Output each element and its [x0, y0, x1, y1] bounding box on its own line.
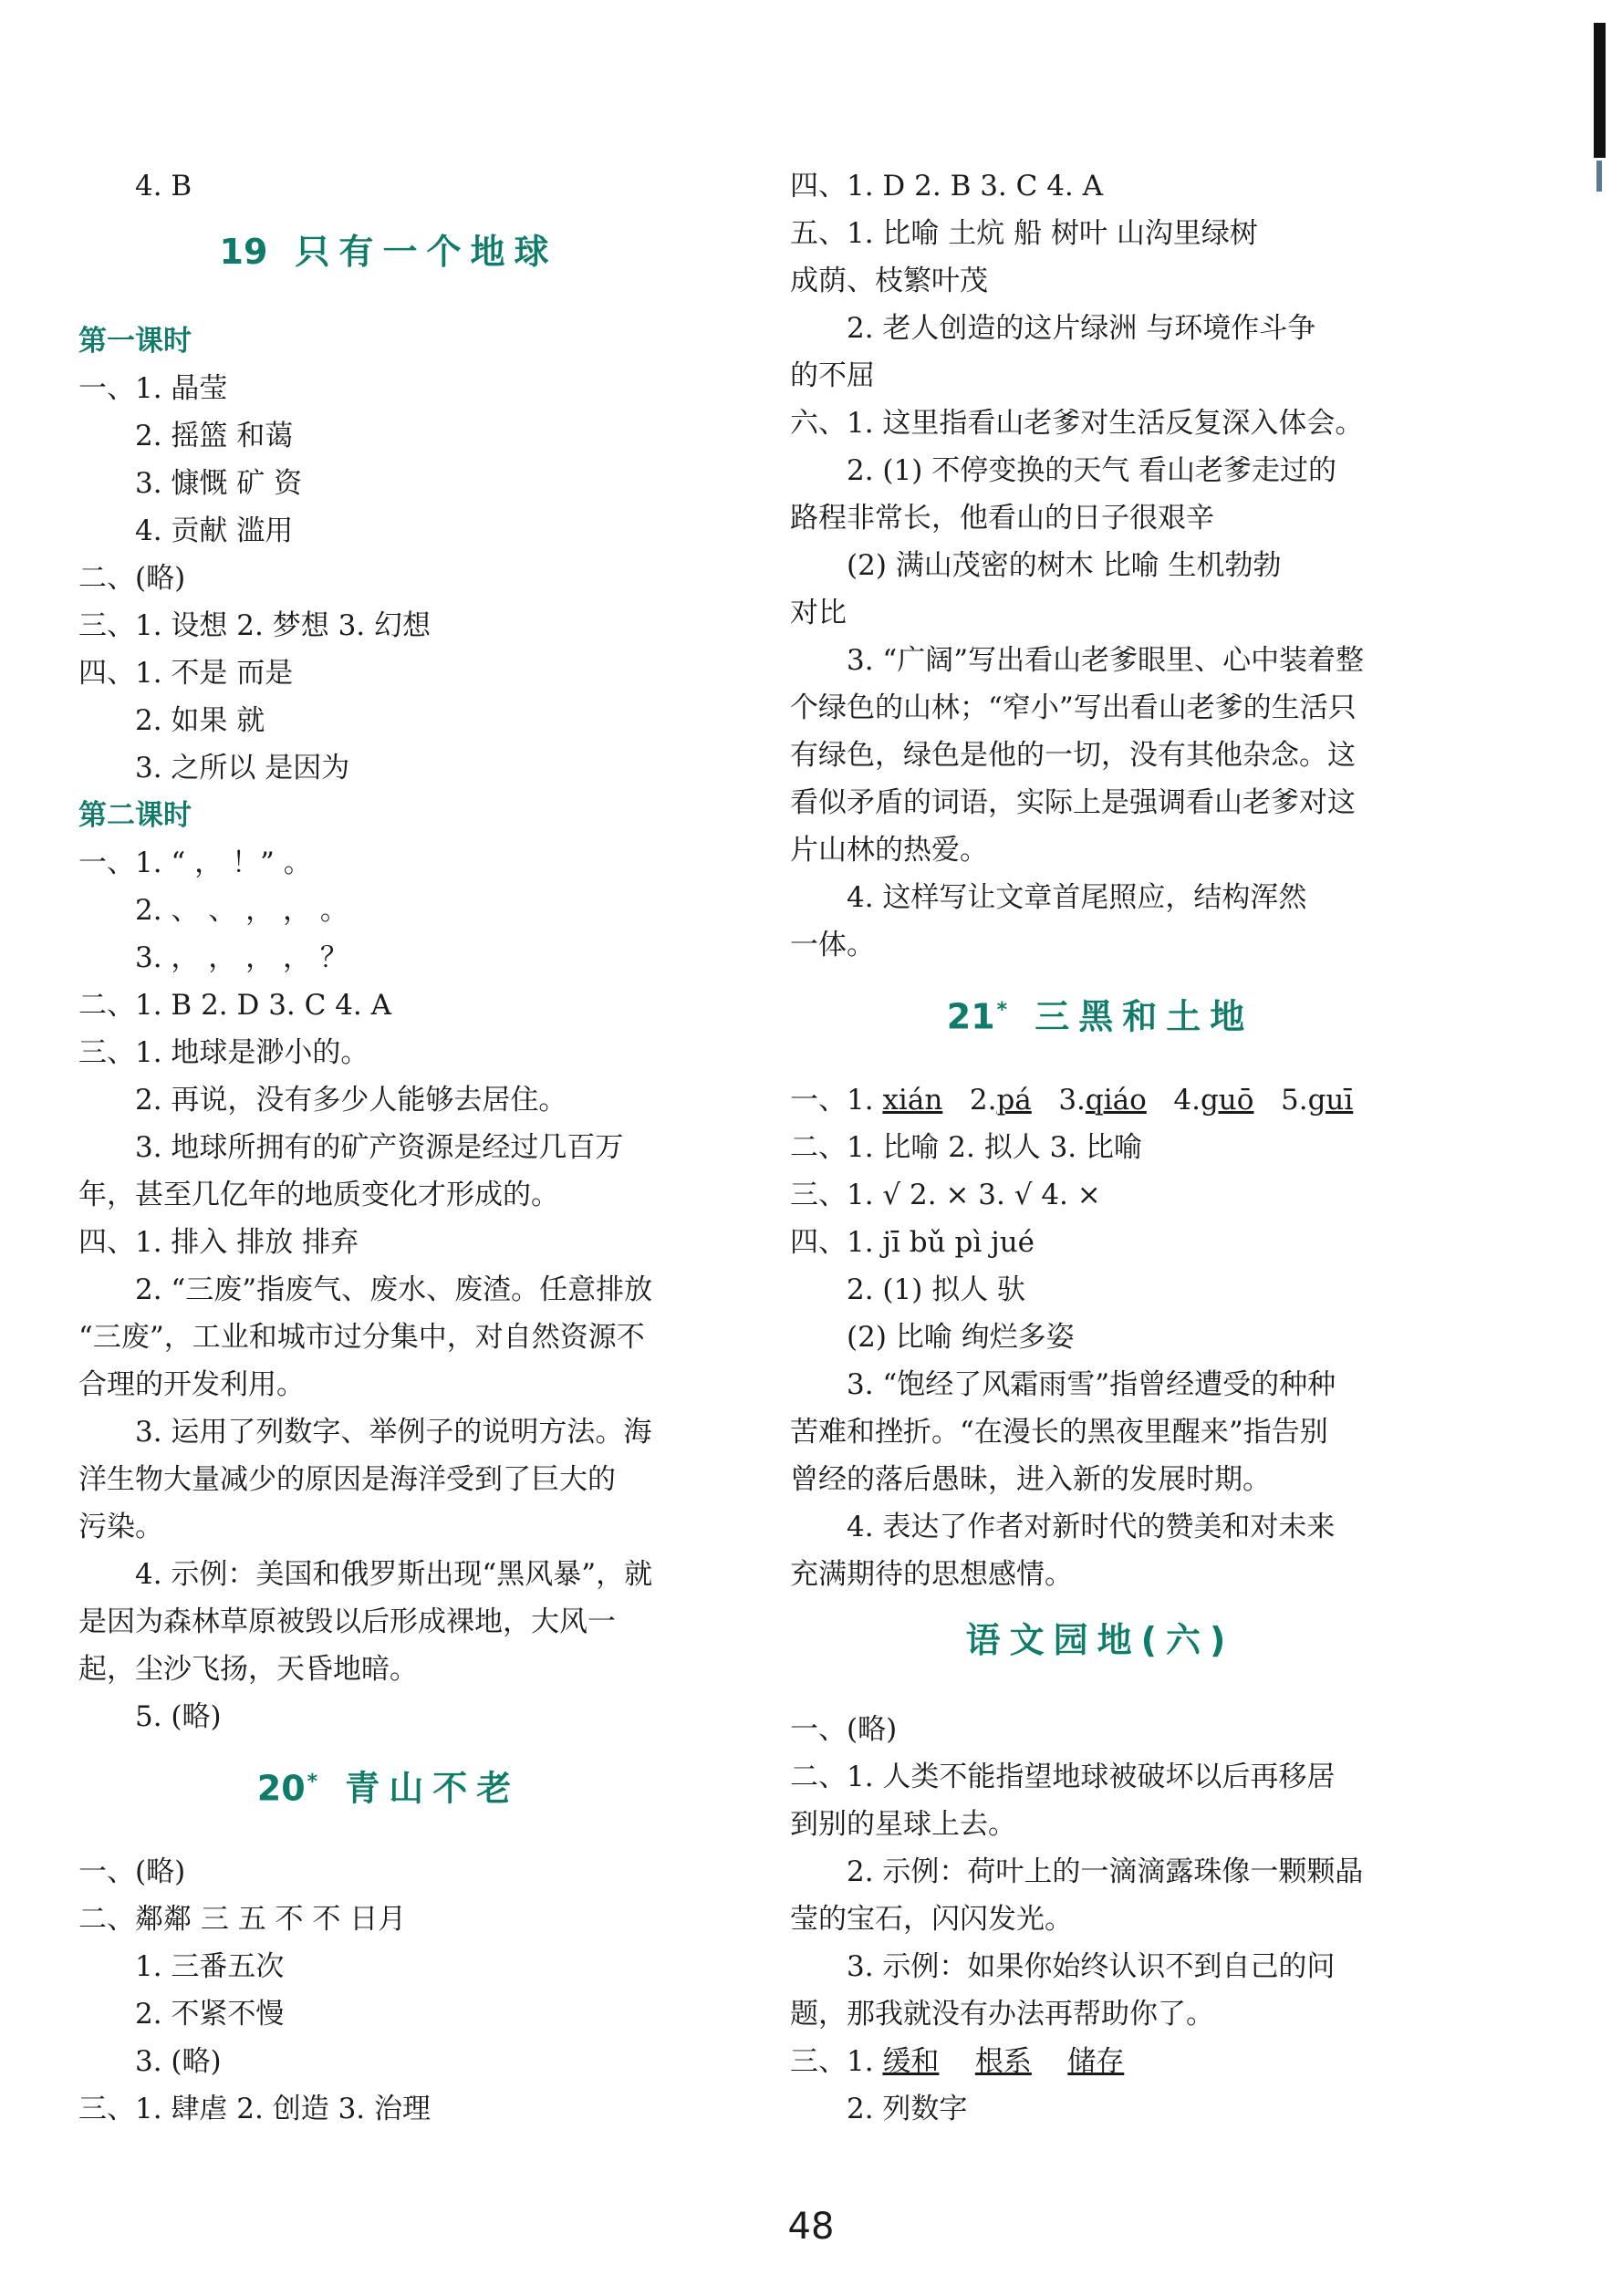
- section-heading: 青山不老: [345, 1768, 521, 1809]
- answer-line: 莹的宝石，闪闪发光。: [790, 1903, 1073, 1936]
- answer-line: 2. 再说，没有多少人能够去居住。: [135, 1084, 567, 1117]
- word-answer: 储存: [1067, 2045, 1125, 2078]
- pinyin-answer: guō: [1200, 1084, 1254, 1117]
- answer-line: 二、(略): [78, 562, 186, 595]
- answer-line: 二、1. 比喻 2. 拟人 3. 比喻: [790, 1131, 1143, 1164]
- answer-line: 2. 、 、 ， ， 。: [135, 894, 348, 927]
- pinyin-answer: xián: [882, 1084, 943, 1117]
- answer-line: 到别的星球上去。: [790, 1808, 1016, 1841]
- answer-line: 三、1. 地球是渺小的。: [78, 1036, 369, 1069]
- answer-line: 有绿色，绿色是他的一切，没有其他杂念。这: [790, 739, 1356, 772]
- section-title-21: [790, 982, 1410, 1040]
- answer-line: (2) 比喻 绚烂多姿: [847, 1321, 1075, 1354]
- answer-line: 1. 三番五次: [135, 1950, 285, 1983]
- answer-line: 一、(略): [790, 1713, 898, 1746]
- optional-mark: *: [996, 999, 1017, 1022]
- answer-line: 四、1. jī bǔ pì jué: [790, 1226, 1035, 1259]
- optional-mark: *: [307, 1771, 328, 1793]
- answer-line: 4. 贡献 滥用: [135, 514, 294, 547]
- answer-line: 起，尘沙飞扬，天昏地暗。: [78, 1653, 418, 1686]
- answer-line: 一、1. “ ， ！” 。: [78, 847, 312, 879]
- answer-line: 四、1. 排入 排放 排弃: [78, 1226, 359, 1259]
- answer-line: 2. 老人创造的这片绿洲 与环境作斗争: [847, 312, 1316, 345]
- answer-line: 4. B: [135, 170, 192, 203]
- section-number: 20: [256, 1768, 306, 1809]
- lesson-heading: 第一课时: [78, 325, 192, 358]
- answer-line: 看似矛盾的词语，实际上是强调看山老爹对这: [790, 786, 1356, 819]
- answer-line: 是因为森林草原被毁以后形成裸地，大风一: [78, 1605, 616, 1638]
- answer-line: 二、鄰鄰 三 五 不 不 日月: [78, 1903, 407, 1936]
- answer-line: 3. 慷慨 矿 资: [135, 467, 303, 500]
- answer-line: 2. 示例：荷叶上的一滴滴露珠像一颗颗晶: [847, 1855, 1364, 1888]
- answer-line: 2. 摇篮 和蔼: [135, 420, 294, 452]
- question-prefix: 一、1.: [790, 1084, 874, 1117]
- answer-line: (2) 满山茂密的树木 比喻 生机勃勃: [847, 549, 1282, 582]
- answer-line: 3. 地球所拥有的矿产资源是经过几百万: [135, 1131, 624, 1164]
- answer-line: 4. 示例：美国和俄罗斯出现“黑风暴”，就: [135, 1558, 653, 1591]
- answer-line: 年，甚至几亿年的地质变化才形成的。: [78, 1179, 559, 1211]
- answer-line: 曾经的落后愚昧，进入新的发展时期。: [790, 1463, 1271, 1496]
- answer-line: 三、1. √ 2. × 3. √ 4. ×: [790, 1179, 1101, 1211]
- answer-line: 2. “三废”指废气、废水、废渣。任意排放: [135, 1273, 653, 1306]
- answer-line: “三废”，工业和城市过分集中，对自然资源不: [78, 1321, 645, 1354]
- answer-line: 3. ， ， ， ， ？: [135, 941, 348, 974]
- answer-line: 2. 如果 就: [135, 704, 265, 737]
- answer-line: 充满期待的思想感情。: [790, 1558, 1073, 1591]
- answer-line: 题，那我就没有办法再帮助你了。: [790, 1998, 1214, 2031]
- answer-line: 四、1. 不是 而是: [78, 657, 294, 690]
- section-title-20: [78, 1753, 699, 1812]
- answer-line: 五、1. 比喻 土炕 船 树叶 山沟里绿树: [790, 217, 1258, 250]
- pinyin-answer: pá: [996, 1084, 1032, 1117]
- right-column: [790, 162, 1410, 2133]
- section-heading: 语文园地(六): [965, 1620, 1235, 1660]
- binding-edge-mark: [1594, 23, 1606, 158]
- lesson-heading: 第二课时: [78, 799, 192, 832]
- answer-line: 一、(略): [78, 1855, 186, 1888]
- answer-line: 一、1. 晶莹: [78, 372, 228, 405]
- answer-line: 污染。: [78, 1511, 163, 1543]
- answer-line: 3. 示例：如果你始终认识不到自己的问: [847, 1950, 1336, 1983]
- answer-line: 四、1. D 2. B 3. C 4. A: [790, 170, 1104, 203]
- answer-line: 4. 表达了作者对新时代的赞美和对未来: [847, 1511, 1336, 1543]
- pinyin-answer: guī: [1307, 1084, 1354, 1117]
- answer-line: 成荫、枝繁叶茂: [790, 265, 988, 297]
- pinyin-answer: qiáo: [1085, 1084, 1147, 1117]
- answer-line: 3. (略): [135, 2045, 222, 2078]
- answer-line: 三、1. 设想 2. 梦想 3. 幻想: [78, 609, 431, 642]
- answer-line: 片山林的热爱。: [790, 834, 988, 867]
- word-answer: 根系: [974, 2045, 1032, 2078]
- section-number: 21: [946, 996, 995, 1037]
- answer-line: 2. (1) 不停变换的天气 看山老爹走过的: [847, 454, 1337, 487]
- section-number: 19: [219, 232, 268, 272]
- answer-line: 2. (1) 拟人 驮: [847, 1273, 1026, 1306]
- answer-line: 4. 这样写让文章首尾照应，结构浑然: [847, 881, 1307, 914]
- answer-line: 六、1. 这里指看山老爹对生活反复深入体会。: [790, 407, 1364, 440]
- section-title-yuwen: [790, 1611, 1410, 1669]
- answer-line: 洋生物大量减少的原因是海洋受到了巨大的: [78, 1463, 616, 1496]
- answer-line: 5. (略): [135, 1700, 222, 1733]
- question-prefix: 三、1.: [790, 2045, 874, 2078]
- answer-line: 三、1. 肆虐 2. 创造 3. 治理: [78, 2093, 431, 2125]
- left-column: [78, 162, 699, 2133]
- answer-line: 3. 运用了列数字、举例子的说明方法。海: [135, 1416, 652, 1449]
- answer-line: 3. “广阔”写出看山老爹眼里、心中装着整: [847, 644, 1365, 677]
- answer-line: 2. 列数字: [847, 2093, 968, 2125]
- answer-line: 2. 不紧不慢: [135, 1998, 285, 2031]
- answer-line: 3. “饱经了风霜雨雪”指曾经遭受的种种: [847, 1368, 1336, 1401]
- answer-line: 路程非常长，他看山的日子很艰辛: [790, 502, 1214, 535]
- section-title-19: [78, 223, 699, 281]
- answer-line: 一体。: [790, 929, 875, 961]
- binding-edge-mark-lower: [1596, 161, 1602, 192]
- answer-line: 对比: [790, 597, 847, 629]
- section-heading: 三黑和土地: [1035, 996, 1254, 1037]
- section-heading: 只有一个地球: [295, 232, 558, 272]
- answer-line: 合理的开发利用。: [78, 1368, 305, 1401]
- answer-line: 的不屈: [790, 359, 875, 392]
- answer-line-words: [790, 2038, 1410, 2085]
- answer-line: 个绿色的山林；“窄小”写出看山老爹的生活只: [790, 691, 1357, 724]
- page-number: 48: [787, 2206, 835, 2248]
- answer-line-pinyin: 一、1. xián 2.pá 3.qiáo 4.guō 5.guī: [790, 1084, 1354, 1117]
- answer-line: 3. 之所以 是因为: [135, 752, 350, 784]
- answer-line: 二、1. B 2. D 3. C 4. A: [78, 989, 392, 1022]
- answer-line: 二、1. 人类不能指望地球被破坏以后再移居: [790, 1761, 1336, 1793]
- word-answer: 缓和: [882, 2045, 940, 2078]
- answer-line: 苦难和挫折。“在漫长的黑夜里醒来”指告别: [790, 1416, 1328, 1449]
